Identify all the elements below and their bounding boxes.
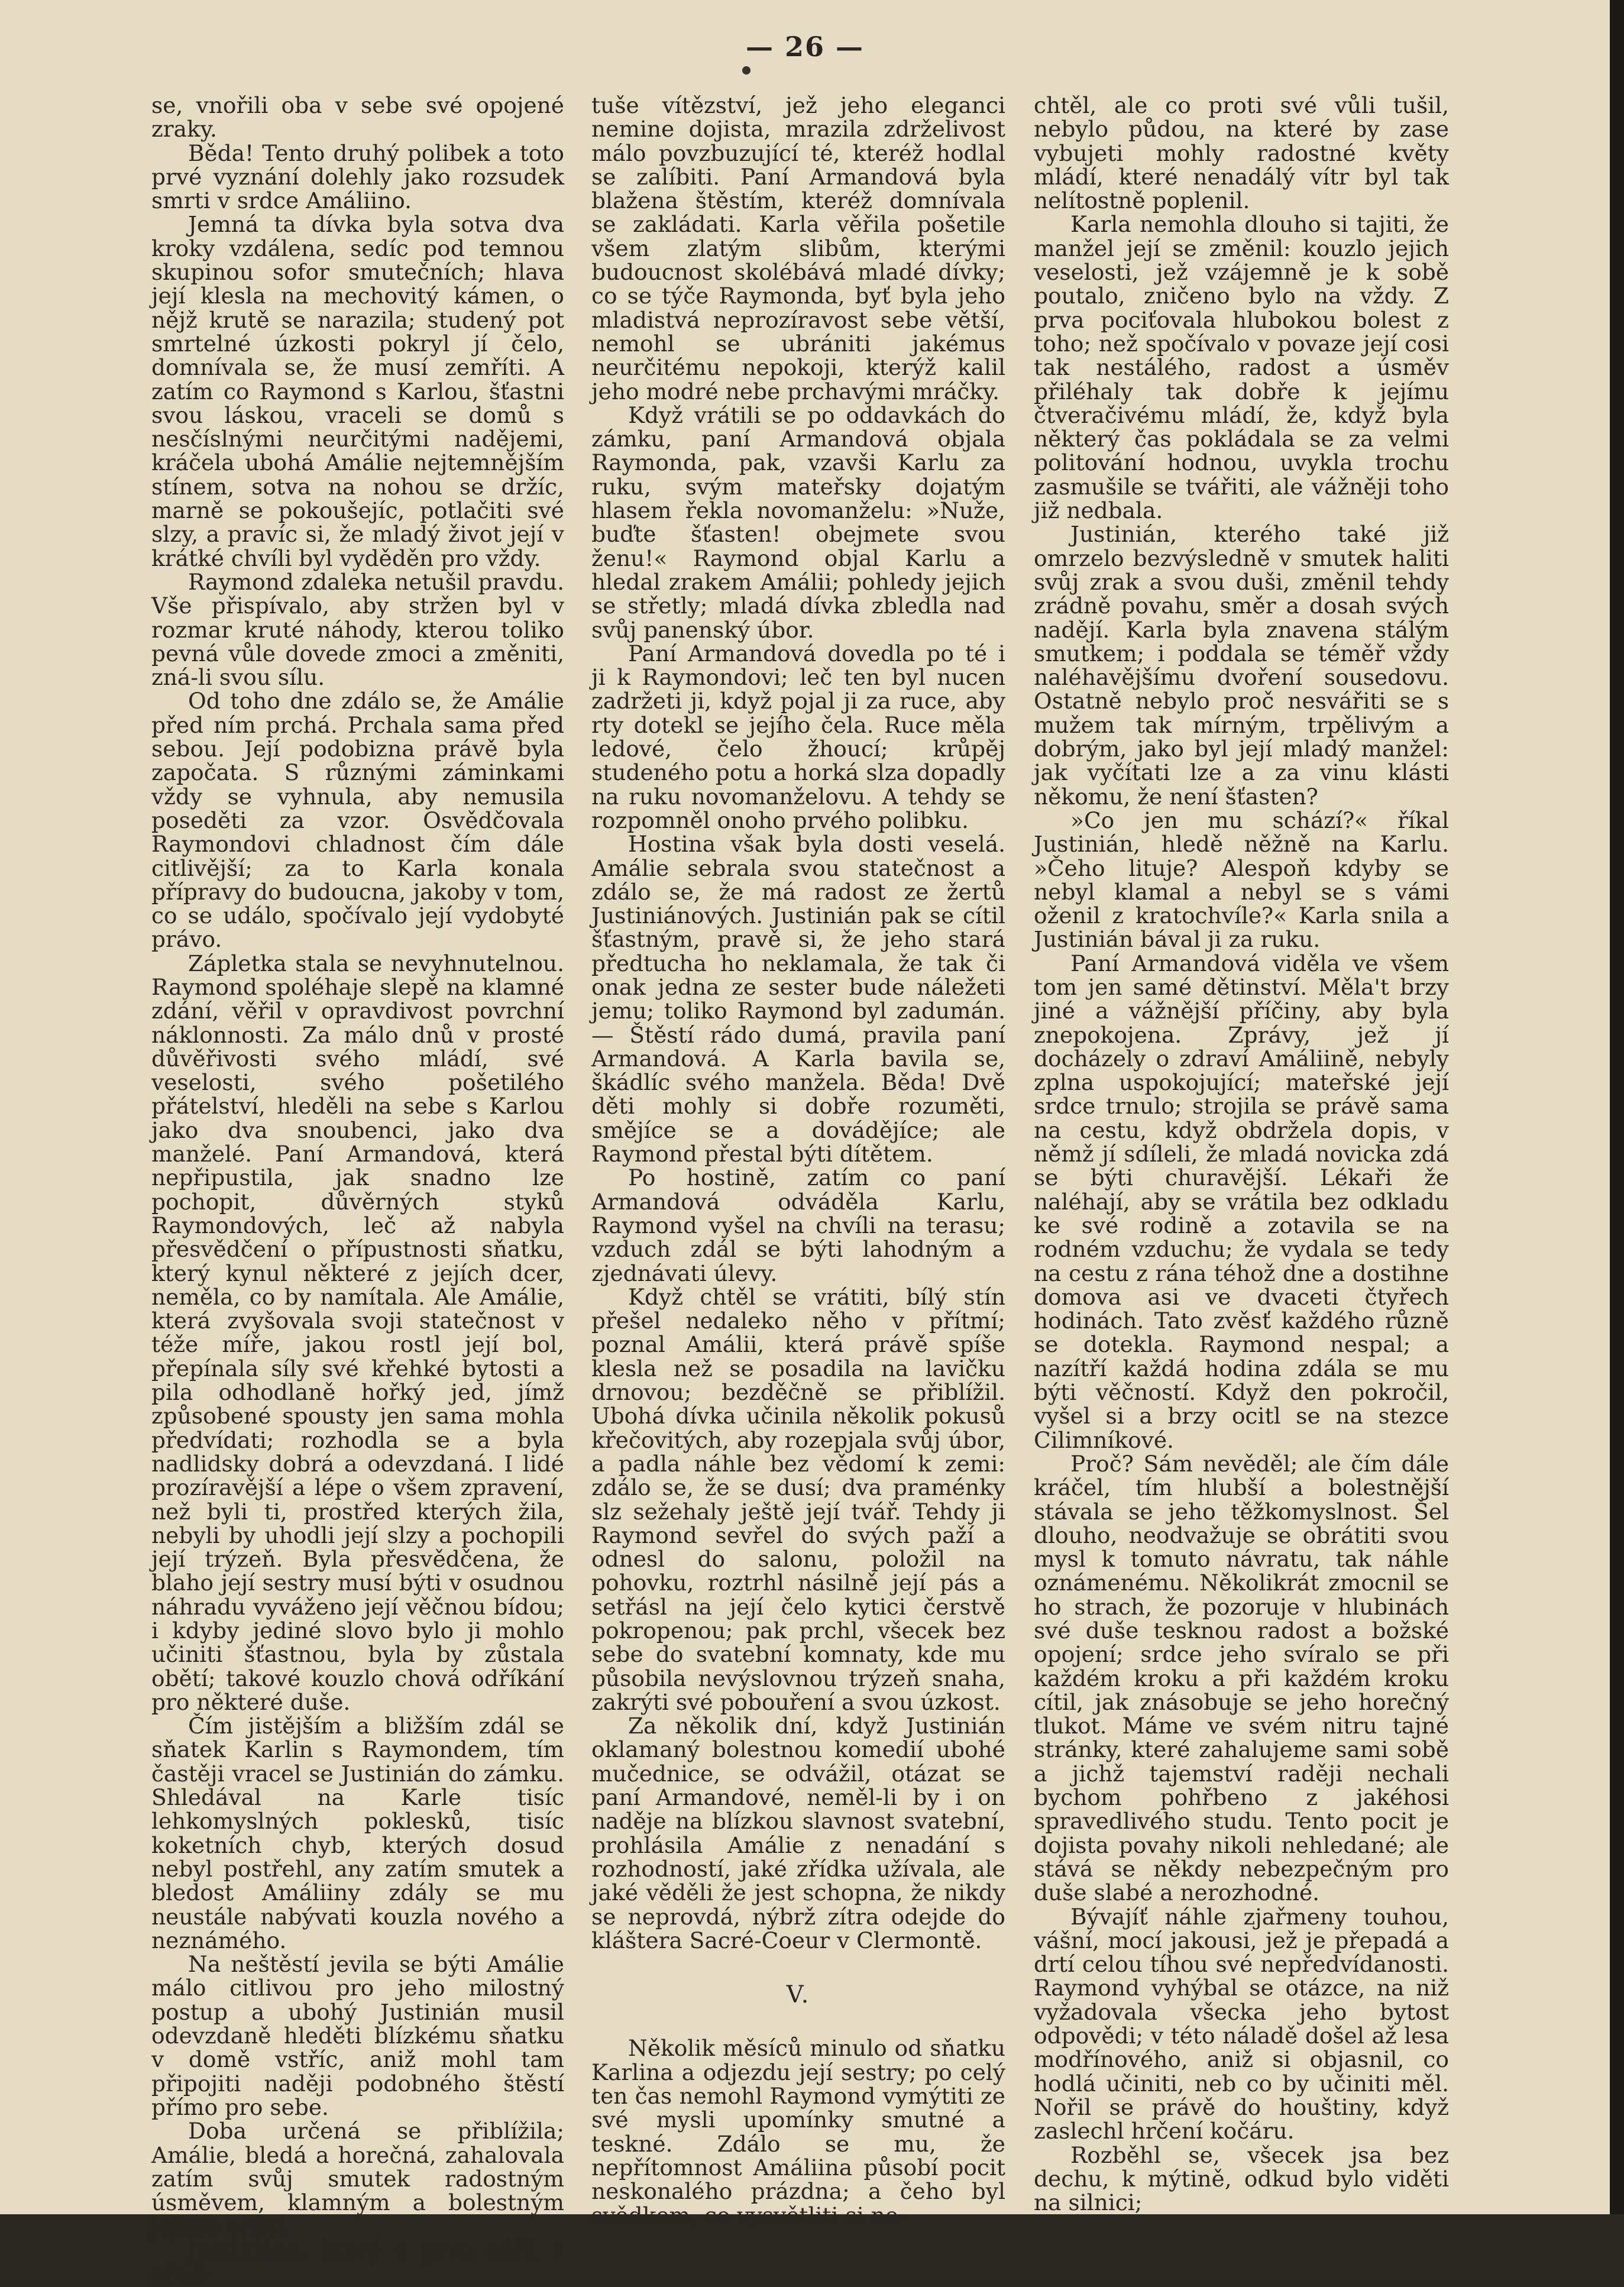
- paragraph: Několik měsíců minulo od sňatku Karlina a odjezdu její sestry; po celý ten čas nemohl Raymond vymýtiti ze své mysli upomínky smutné a teskné. Zdálo se mu, že nepřítomnost Amáliina působí pocit neskonalého prázdna; a čeho byl svědkem, co vysvětliti si ne-: [591, 2035, 1005, 2228]
- paragraph: Když vrátili se po oddavkách do zámku, paní Armandová objala Raymonda, pak, vzavši Karlu za ruku, svým mateřsky dojatým hlasem řekla novomanželu: »Nuže, buďte šťasten! obejmete svou ženu!« Raymond objal Karlu a hledal zrakem Amálii; pohledy jejich se střetly; mladá dívka zbledla nad svůj panenský úbor.: [591, 402, 1005, 643]
- page-dot-mark: [742, 66, 750, 75]
- paragraph: »Co jen mu schází?« říkal Justinián, hledě něžně na Karlu. »Čeho lituje? Alespoň kdyby se nebyl klamal a nebyl se s vámi oženil z kratochvíle?« Karla snila a Justinián bával ji za ruku.: [1034, 807, 1449, 953]
- paragraph: Justinián, kterého také již omrzelo bezvýsledně v smutek haliti svůj zrak a svou duši, změnil tehdy zrádně povahu, směr a dosah svých nadějí. Karla byla znavena stálým smutkem; i poddala se téměř vždy naléhavějšímu dvoření sousedovu. Ostatně nebylo proč nesvářiti se s mužem tak mírným, trpělivým a dobrým, jako byl její mladý manžel: jak vyčítati lze a za vinu klásti někomu, že není šťasten?: [1034, 521, 1449, 810]
- paragraph: Proč? Sám nevěděl; ale čím dále kráčel, tím hlubší a bolestnější stávala se jeho těžkomyslnost. Šel dlouho, neodvažuje se obrátiti svou mysl k tomuto návratu, tak náhle oznámenému. Několikrát zmocnil se ho strach, že pozoruje v hlubinách své duše tesknou radost a božské opojení; srdce jeho svíralo se při každém kroku a při každém kroku cítil, jak znásobuje se jeho horečný tlukot. Máme ve svém nitru tajné stránky, které zahalujeme sami sobě a jichž tajemství raději nechali bychom pohřbeno z jakéhosi spravedlivého studu. Tento pocit je dojista povahy nikoli nehledané; ale stává se někdy nebezpečným pro duše slabé a nerozhodné.: [1034, 1450, 1449, 1906]
- paragraph: Bývajíť náhle zjařmeny touhou, vášní, mocí jakousi, jež je přepadá a drtí celou tíhou své nepředvídanosti. Raymond vyhýbal se otázce, na niž vyžadovala všecka jeho bytost odpovědi; v této náladě došel až lesa modřínového, aniž si objasnil, co hodlá učiniti, neb co by učiniti měl. Nořil se právě do houštiny, když zaslechl hrčení kočáru.: [1034, 1903, 1449, 2144]
- paragraph: Běda! Tento druhý polibek a toto prvé vyznání dolehly jako rozsudek smrti v srdce Amáliino.: [151, 140, 564, 214]
- paragraph: chtěl, ale co proti své vůli tušil, nebylo půdou, na které by zase vybujeti mohly radostné květy mládí, které nenadálý vítr byl tak nelítostně poplenil.: [1034, 92, 1449, 214]
- paragraph: Když chtěl se vrátiti, bílý stín přešel nedaleko něho v přítmí; poznal Amálii, která právě spíše klesla než se posadila na lavičku drnovou; bezděčně se přiblížil. Ubohá dívka učinila několik pokusů křečovitých, aby rozepjala svůj úbor, a padla náhle bez vědomí k zemi: zdálo se, že se dusí; dva praménky slz sežehaly ještě její tvář. Tehdy ji Raymond sevřel do svých paží a odnesl do salonu, položil na pohovku, roztrhl násilně její pás a setřásl na její čelo kytici čerstvě pokropenou; pak prchl, všecek bez sebe do svatební komnaty, kde mu působila nevýslovnou trýzeň snaha, zakrýti své pobouření a svou úzkost.: [591, 1283, 1005, 1715]
- paragraph: tuše vítězství, jež jeho eleganci nemine dojista, mrazila zdrželivost málo povzbuzující té, kteréž hodlal se zalíbiti. Paní Armandová byla blažena štěstím, kteréž domnívala se zakládati. Karla věřila pošetile všem zlatým slibům, kterými budoucnost skolébává mladé dívky; co se týče Raymonda, byť byla jeho mladistvá neprozíravost sebe větší, nemohl se ubrániti jakémus neurčitému nepokoji, kterýž kalil jeho modré nebe prchavými mráčky.: [591, 92, 1005, 405]
- paragraph: Za několik dní, když Justinián oklamaný bolestnou komedií ubohé mučednice, se odvážil, otázat se paní Armandové, neměl-li by i on naděje na blízkou slavnost svatební, prohlásila Amálie z nenadání s rozhodností, jaké zřídka užívala, ale jaké věděli že jest schopna, že nikdy se neprovdá, nýbrž zítra odejde do kláštera Sacré-Coeur v Clermontě.: [591, 1713, 1005, 1953]
- paragraph: se, vnořili oba v sebe své opojené zraky.: [151, 92, 564, 143]
- paragraph: Raymond zdaleka netušil pravdu. Vše přispívalo, aby stržen byl v rozmar kruté náhody, kterou toliko pevná vůle dovede zmoci a změniti, zná-li svou sílu.: [151, 568, 564, 691]
- paragraph: Justiniána, který z prvu zářil v před-: [151, 2237, 564, 2287]
- paragraph: Zápletka stala se nevyhnutelnou. Raymond spoléhaje slepě na klamné zdání, věřil v opravdivost povrchní náklonnosti. Za málo dnů v prosté důvěřivosti svého mládí, své veselosti, svého pošetilého přátelství, hleděli na sebe s Karlou jako dva snoubenci, jako dva manželé. Paní Armandová, která nepřipustila, jak snadno lze pochopit, důvěrných styků Raymondových, leč až nabyla přesvědčení o přípustnosti sňatku, který kynul některé z jejích dcer, neměla, co by namítala. Ale Amálie, která zvyšovala svoji statečnost v téže míře, jakou rostl její bol, přepínala síly své křehké bytosti a pila odhodlaně hořký jed, jímž způsobené spousty jen sama mohla předvídati; rozhodla se a byla nadlidsky dobrá a odevzdaná. I lidé prozíravější a lépe o všem zpravení, než byli ti, prostřed kterých žila, nebyli by uhodli její slzy a pochopili její trýzeň. Byla přesvědčena, že blaho její sestry musí býti v osudnou náhradu vyváženo její věčnou bídou; i kdyby jediné slovo bylo ji mohlo učiniti šťastnou, byla by zůstala obětí; takové kouzlo chová odříkání pro některé duše.: [151, 950, 564, 1715]
- paragraph: Po hostině, zatím co paní Armandová odváděla Karlu, Raymond vyšel na chvíli na terasu; vzduch zdál se býti lahodným a zjednávati úlevy.: [591, 1164, 1005, 1286]
- paragraph: Paní Armandová dovedla po té i ji k Raymondovi; leč ten byl nucen zadržeti ji, když pojal ji za ruce, aby rty dotekl se jejího čela. Ruce měla ledové, čelo žhoucí; krůpěj studeného potu a horká slza dopadly na ruku novomanželovu. A tehdy se rozpomněl onoho prvého polibku.: [591, 640, 1005, 833]
- page-number: — 26 —: [745, 31, 865, 63]
- paragraph: Hostina však byla dosti veselá. Amálie sebrala svou statečnost a zdálo se, že má radost ze žertů Justiniánových. Justinián pak se cítil šťastným, pravě si, že jeho stará předtucha ho neklamala, že tak či onak jedna ze sester bude náležeti jemu; toliko Raymond byl zadumán. — Štěstí rádo dumá, pravila paní Armandová. A Karla bavila se, škádlíc svého manžela. Běda! Dvě děti mohly si dobře rozuměti, smějíce se a dovádějíce; ale Raymond přestal býti dítětem.: [591, 831, 1005, 1167]
- paragraph: Na neštěstí jevila se býti Amálie málo citlivou pro jeho milostný postup a ubohý Justinián musil odevzdaně hleděti blízkému sňatku v domě vstříc, aniž mohl tam připojiti naději podobného štěstí přímo pro sebe.: [151, 1951, 564, 2120]
- paragraph: Od toho dne zdálo se, že Amálie před ním prchá. Prchala sama před sebou. Její podobizna právě byla započata. S různými záminkami vždy se vyhnula, aby nemusila poseděti za vzor. Osvědčovala Raymondovi chladnost čím dále citlivější; za to Karla konala přípravy do budoucna, jakoby v tom, co se událo, spočívalo její vydobyté právo.: [151, 688, 564, 953]
- text-column-3: [1034, 93, 1449, 2214]
- paragraph: Jemná ta dívka byla sotva dva kroky vzdálena, sedíc pod temnou skupinou sofor smutečních; hlava její klesla na mechovitý kámen, o nějž krutě se narazila; studený pot smrtelné úzkosti pokryl jí čelo, domnívala se, že musí zemříti. A zatím co Raymond s Karlou, šťastni svou láskou, vraceli se domů s nesčíslnými neurčitými nadějemi, kráčela ubohá Amálie nejtemnějším stínem, sotva na nohou se držíc, marně se pokoušejíc, potlačiti své slzy, a pravíc si, že mladý život její v krátké chvíli byl vyděděn pro vždy.: [151, 211, 564, 571]
- text-column-2: [591, 93, 1005, 2227]
- paragraph: Rozběhl se, všecek jsa bez dechu, k mýtině, odkud bylo viděti na silnici;: [1034, 2142, 1449, 2216]
- chapter-heading: V.: [786, 1981, 811, 2009]
- paragraph: Čím jistějším a bližším zdál se sňatek Karlin s Raymondem, tím častěji vracel se Justinián do zámku. Shledával na Karle tisíc lehkomyslných poklesků, tisíc koketních chyb, kterých dosud nebyl postřehl, any zatím smutek a bledost Amáliiny zdály se mu neustále nabývati kouzla nového a neznámého.: [151, 1713, 564, 1953]
- paragraph: Karla nemohla dlouho si tajiti, že manžel její se změnil: kouzlo jejich veselosti, jež vzájemně je k sobě poutalo, zničeno bylo na vždy. Z prva pociťovala hlubokou bolest z toho; než spočívalo v povaze její cosi tak nestálého, radost a úsměv přiléhaly tak dobře k jejímu čtveračivému mládí, že, když byla některý čas pokládala se za velmi politování hodnou, uvykla trochu zasmušile se tvářiti, ale vážněji toho již nedbala.: [1034, 211, 1449, 524]
- paragraph: Doba určená se přiblížila; Amálie, bledá a horečná, zahalovala zatím svůj smutek radostným úsměvem, klamným a bolestným jejímu srdci.: [151, 2118, 564, 2240]
- text-column-1: [151, 93, 564, 2286]
- paragraph: Paní Armandová viděla ve všem tom jen samé dětinství. Měla't brzy jiné a vážnější příčiny, aby byla znepokojena. Zprávy, jež jí docházely o zdraví Amáliině, nebyly zplna uspokojující; mateřské její srdce trnulo; strojila se právě sama na cestu, když obdržela dopis, v němž jí sdíleli, že mladá novicka zdá se býti churavější. Lékaři že naléhají, aby se vrátila bez odkladu ke své rodině a zotavila se na rodném vzduchu; že vydala se tedy na cestu z rána téhož dne a dostihne domova asi ve dvaceti čtyřech hodinách. Tato zvěsť každého různě se dotekla. Raymond nespal; a nazítří každá hodina zdála se mu býti věčností. Když den pokročil, vyšel si a brzy ocitl se na stezce Cilimníkové.: [1034, 950, 1449, 1453]
- book-binding-edge: [1610, 0, 1624, 2214]
